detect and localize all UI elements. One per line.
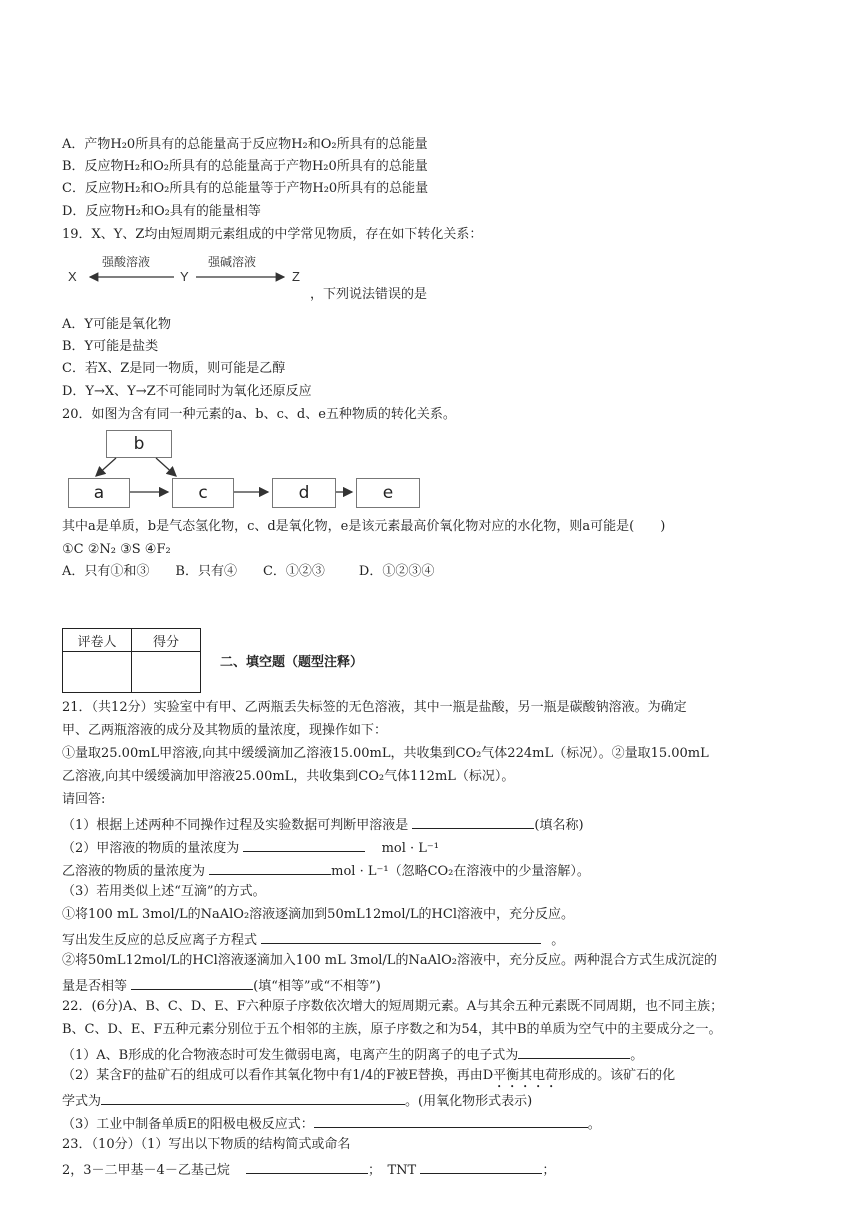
q18-option-c: C．反应物H₂和O₂所具有的总能量等于产物H₂0所具有的总能量 [62,181,429,196]
q19-option-c: C．若X、Z是同一物质，则可能是乙醇 [62,361,286,376]
q18-option-d: D．反应物H₂和O₂具有的能量相等 [62,204,261,219]
q21-line-2: 甲、乙两瓶溶液的成分及其物质的量浓度，现操作如下： [62,723,388,738]
q20-items: ①C ②N₂ ③S ④F₂ [62,542,171,557]
q19-y-label: Y [180,269,189,284]
q21-part-3b [62,929,564,950]
q21-answer-2a[interactable] [243,837,365,852]
q20-option-b: B．只有④ [175,564,237,579]
box-d: d [272,478,336,508]
score-header: 得分 [132,629,201,652]
box-a: a [68,478,130,508]
q21-p2c-text: 乙溶液的物质的量浓度为 [62,864,206,879]
q23-item-2: ； TNT [367,1163,417,1178]
q23-answer-1[interactable] [246,1159,368,1174]
q22-p2-text-b: 形成的。该矿石的化 [558,1068,676,1083]
box-e: e [356,478,420,508]
q21-part-2b [62,860,590,881]
q21-p1-text: （1）根据上述两种不同操作过程及实验数据可判断甲溶液是 [62,818,409,833]
q21-p3b-text: 写出发生反应的总反应离子方程式 [62,933,258,948]
q20-option-d: D．①②③④ [358,564,435,579]
q22-answer-3[interactable] [314,1113,588,1128]
q20-option-a: A．只有①和③ [62,564,150,579]
q19-left-condition: 强酸溶液 [102,255,151,269]
q21-p1-hint: (填名称) [534,818,584,833]
q21-p2-text: （2）甲溶液的物质的量浓度为 [62,841,240,856]
q21-part-2 [62,837,439,858]
q21-answer-4[interactable] [131,975,253,990]
q21-line-4: 乙溶液,向其中缓缓滴加甲溶液25.00mL，共收集到CO₂气体112mL（标况）。 [62,769,515,784]
q22-line-1: 22．(6分)A、B、C、D、E、F六种原子序数依次增大的短周期元素。A与其余五种元素既不同周期，也不同主族； [62,999,724,1014]
q23-answer-2[interactable] [420,1159,542,1174]
q21-p3e-text: 量是否相等 [62,979,128,994]
q21-p2-unit: mol · L⁻¹ [381,841,439,856]
q19-tail: ，下列说法错误的是 [310,287,428,302]
q18-option-b: B．反应物H₂和O₂所具有的总能量高于产物H₂0所具有的总能量 [62,159,428,174]
q21-part-3: （3）若用类似上述“互滴”的方式。 [62,884,266,899]
q22-part-3 [62,1113,601,1134]
q22-answer-1[interactable] [518,1044,630,1059]
q21-answer-3[interactable] [261,929,541,944]
q23-end: ； [542,1163,556,1178]
grader-cell[interactable] [63,652,132,693]
q20-text: 其中a是单质，b是气态氢化物，c、d是氧化物，e是该元素最高价氧化物对应的水化物，则a可能是( ) [62,519,666,534]
q22-part-2b [62,1090,532,1111]
flow-arrows [62,428,422,512]
q21-part-3d: ②将50mL12mol/L的HCl溶液逐滴加入100 mL 3mol/L的NaAlO₂溶液中，充分反应。两种混合方式生成沉淀的 [62,953,717,968]
q21-line-1: 21．（共12分）实验室中有甲、乙两瓶丢失标签的无色溶液，其中一瓶是盐酸，另一瓶是碳酸钠溶液。为确定 [62,700,687,715]
q21-p3b-end: 。 [551,933,565,948]
q19-right-condition: 强碱溶液 [208,255,257,269]
q18-option-a: A．产物H₂0所具有的总能量高于反应物H₂和O₂所具有的总能量 [62,137,428,152]
score-cell[interactable] [132,652,201,693]
q22-p1-text: （1）A、B形成的化合物液态时可发生微弱电离，电离产生的阴离子的电子式为 [62,1048,519,1063]
q21-part-1 [62,814,584,835]
q21-line-3: ①量取25.00mL甲溶液,向其中缓缓滴加乙溶液15.00mL，共收集到CO₂气体224mL（标况）。②量取15.00mL [62,746,709,761]
q20-options [62,563,434,581]
q20-option-c: C．①②③ [262,564,325,579]
q22-p2-emphasis: 平衡其电荷 [493,1068,559,1083]
q21-p2d-text: mol · L⁻¹（忽略CO₂在溶液中的少量溶解）。 [331,864,590,879]
q22-p1-end: 。 [630,1048,644,1063]
q19-stem: 19．X、Y、Z均由短周期元素组成的中学常见物质，存在如下转化关系： [62,227,483,242]
q19-reaction-diagram [62,250,382,290]
box-c: c [172,478,234,508]
q22-answer-2[interactable] [101,1090,405,1105]
q22-p2-text: （2）某含F的盐矿石的组成可以看作其氧化物中有1/4的F被E替换，再由D [62,1068,494,1083]
q21-part-3a: ①将100 mL 3mol/L的NaAlO₂溶液逐滴加到50mL12mol/L的HCl溶液中，充分反应。 [62,907,574,922]
q21-answer-1[interactable] [412,814,534,829]
q23-item-1: 2，3－二甲基－4－乙基己烷 [62,1163,230,1178]
box-b: b [106,430,172,458]
q23-line-2 [62,1159,555,1180]
q22-part-2 [62,1067,675,1091]
q19-option-d: D．Y→X、Y→Z不可能同时为氧化还原反应 [62,384,312,399]
q19-option-b: B．Y可能是盐类 [62,339,159,354]
grader-header: 评卷人 [63,629,132,652]
q22-p2d-text: 。(用氧化物形式表示) [405,1094,533,1109]
q22-part-1 [62,1044,643,1065]
q20-stem: 20．如图为含有同一种元素的a、b、c、d、e五种物质的转化关系。 [62,407,456,422]
q21-answer-2b[interactable] [209,860,331,875]
section-title: 二、填空题（题型注释） [220,655,364,670]
q23-line-1: 23．（10分）（1）写出以下物质的结构简式或命名 [62,1137,351,1152]
q22-line-2: B、C、D、E、F五种元素分别位于五个相邻的主族，原子序数之和为54，其中B的单质为空气中的主要成分之一。 [62,1022,722,1037]
q22-p3-end: 。 [587,1117,601,1132]
q22-p2c-text: 学式为 [62,1094,102,1109]
q19-x-label: X [68,269,77,284]
q19-option-a: A．Y可能是氧化物 [62,317,171,332]
q21-p3f-hint: (填“相等”或“不相等”) [253,979,381,994]
q21-line-5: 请回答: [62,792,106,807]
q21-part-3e [62,975,381,996]
q22-p3-text: （3）工业中制备单质E的阳极电极反应式： [62,1117,314,1132]
q20-flow-diagram [62,428,422,512]
score-table [62,628,201,693]
q19-z-label: Z [292,269,300,284]
